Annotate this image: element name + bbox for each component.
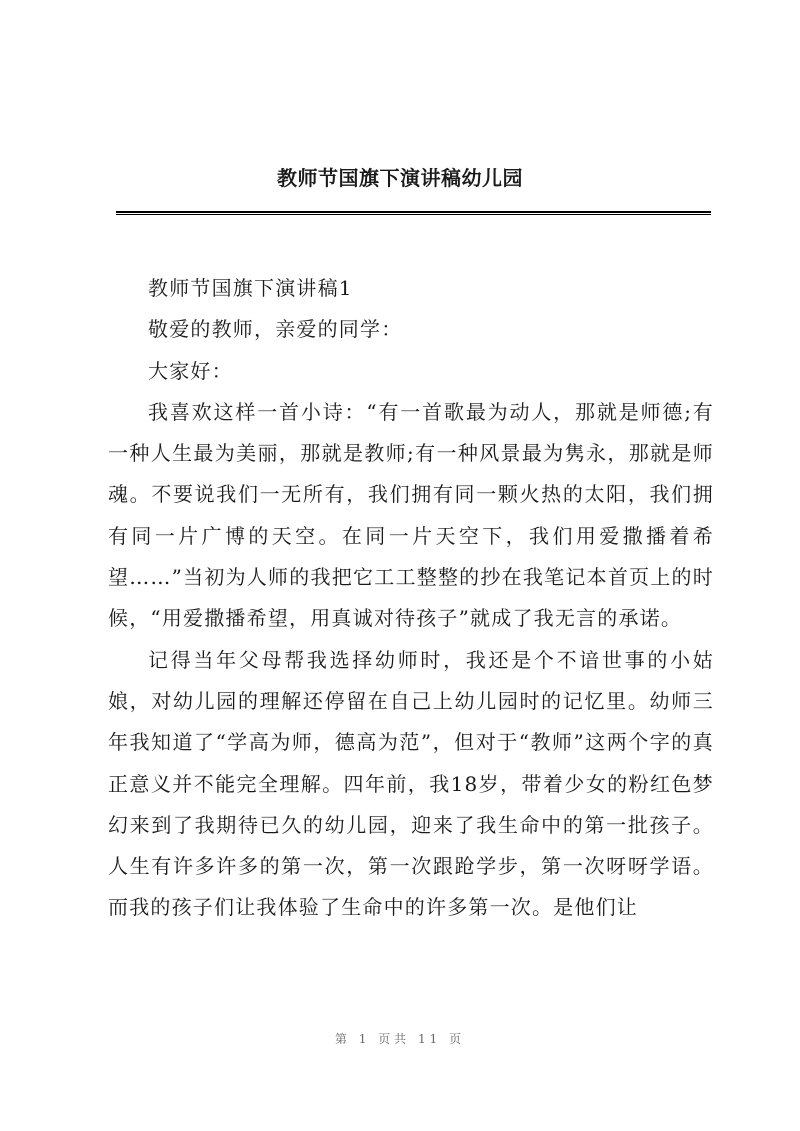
document-title: 教师节国旗下演讲稿幼儿园 bbox=[277, 166, 523, 190]
title-divider bbox=[116, 211, 711, 215]
page-number-footer: 第 1 页共 11 页 bbox=[334, 1032, 466, 1046]
paragraph-body-2: 记得当年父母帮我选择幼师时，我还是个不谙世事的小姑娘，对幼儿园的理解还停留在自己上幼儿园时的记忆里。幼师三年我知道了“学高为师，德高为范”，但对于“教师”这两个字的真正意义并不能完全理解。四年前，我18岁，带着少女的粉红色梦幻来到了我期待已久的幼儿园，迎来了我生命中的第一批孩子。人生有许多许多的第一次，第一次跟跄学步，第一次呀呀学语。而我的孩子们让我体验了生命中的许多第一次。是他们让 bbox=[108, 647, 714, 920]
document-body bbox=[108, 268, 714, 929]
paragraph-greeting: 大家好： bbox=[148, 358, 233, 383]
paragraph-heading: 教师节国旗下演讲稿1 bbox=[148, 276, 353, 300]
paragraph-body-1: 我喜欢这样一首小诗：“有一首歌最为动人，那就是师德;有一种人生最为美丽，那就是教师;有一种风景最为隽永，那就是师魂。不要说我们一无所有，我们拥有同一颗火热的太阳，我们拥有同一片广博的天空。在同一片天空下，我们用爱撒播着希望……”当初为人师的我把它工工整整的抄在我笔记本首页上的时候，“用爱撒播希望，用真诚对待孩子”就成了我无言的承诺。 bbox=[108, 399, 714, 631]
paragraph-salutation: 敬爱的教师，亲爱的同学： bbox=[148, 317, 403, 342]
